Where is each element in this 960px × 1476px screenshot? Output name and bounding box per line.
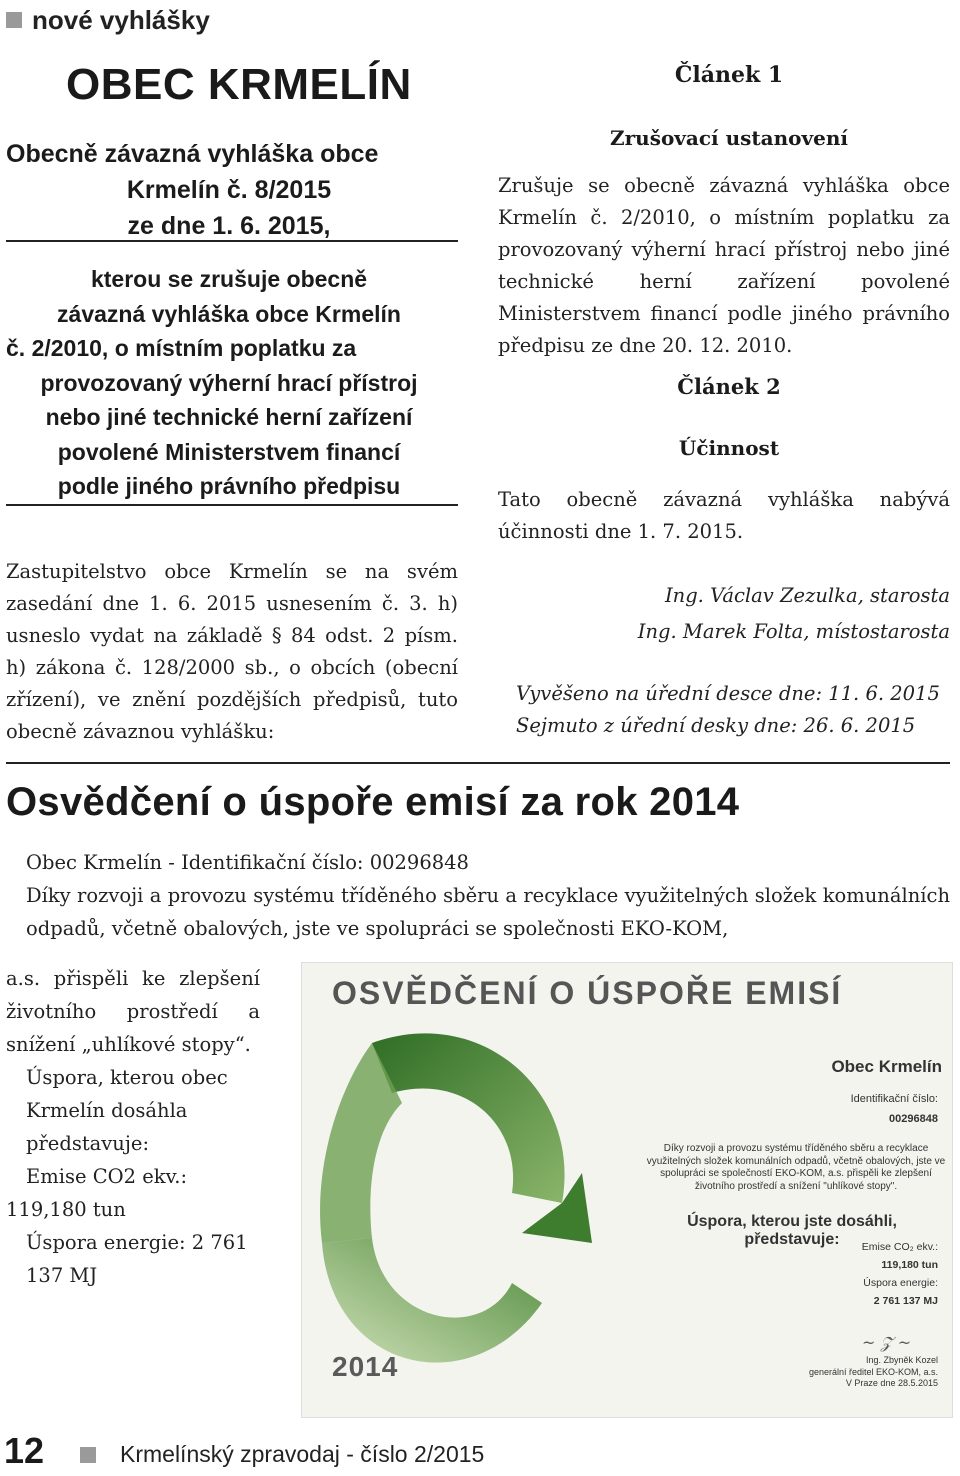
decree-title-line: Obecně závazná vyhláška obce <box>6 140 379 168</box>
certificate-image <box>301 962 953 1418</box>
savings-intro-text: Díky rozvoji a provozu systému tříděného sběru a recyklace využitelných složek komunálních odpadů, včetně obalových, jste ve spolupráci se společnosti EKO-KOM, <box>26 884 950 940</box>
footer-publication: Krmelínský zpravodaj - číslo 2/2015 <box>120 1441 485 1467</box>
savings-id-line: Obec Krmelín - Identifikační číslo: 00296848 <box>26 851 469 874</box>
footer-square-icon <box>80 1447 96 1463</box>
certificate-obec: Obec Krmelín <box>831 1057 942 1076</box>
certificate-emise-value: 119,180 tun <box>881 1259 938 1271</box>
certificate-id-label: Identifikační číslo: <box>850 1093 938 1105</box>
article-1-title: Článek 1 <box>674 62 784 88</box>
article-2-body: Tato obecně závazná vyhláška nabývá účinnosti dne 1. 7. 2015. <box>498 488 950 543</box>
decree-subject-line: závazná vyhláška obce Krmelín <box>57 300 401 327</box>
article-2-title: Článek 2 <box>677 374 781 399</box>
certificate-energy-label: Úspora energie: <box>863 1277 938 1289</box>
decree-subject-line: povolené Ministerstvem financí <box>57 438 401 465</box>
certificate-id-value: 00296848 <box>889 1113 938 1125</box>
article-1-body: Zrušuje se obecně závazná vyhláška obce Krmelín č. 2/2010, o místním poplatku za provozovaný výherní hrací přístroj nebo jiné technické herní zařízení povolené Ministerstvem financí podle jiného právního předpisu ze dne 20. 12. 2010. <box>498 174 950 357</box>
posted-date: Vyvěšeno na úřední desce dne: 11. 6. 2015 <box>516 682 940 705</box>
savings-emission-label: Emise CO2 ekv.: <box>26 1165 188 1188</box>
section-title: nové vyhlášky <box>32 4 210 35</box>
posting-dates <box>516 678 940 742</box>
section-header <box>6 0 210 40</box>
section-divider <box>6 762 950 764</box>
decree-title <box>0 136 458 244</box>
removed-date: Sejmuto z úřední desky dne: 26. 6. 2015 <box>516 714 916 737</box>
decree-subject-line: nebo jiné technické herní zařízení <box>45 404 413 430</box>
decree-subject-line: podle jiného právního předpisu <box>57 473 401 499</box>
decree-subject-line: č. 2/2010, o místním poplatku za <box>6 335 357 361</box>
certificate-signer-name: Ing. Zbyněk Kozel <box>865 1355 938 1365</box>
certificate-year: 2014 <box>332 1351 399 1382</box>
savings-continuation: a.s. přispěli ke zlepšení životního prostředí a snížení „uhlíkové stopy“. <box>6 967 260 1056</box>
certificate-signature-mark: ~ 𝒵 ~ <box>862 1333 912 1352</box>
decree-preamble: Zastupitelstvo obce Krmelín se na svém zasedání dne 1. 6. 2015 usnesením č. 3. h) usneslo vydat na základě § 84 odst. 2 písm. h) zákona č. 128/2000 sb., o obcích (obecní zřízení), ve znění pozdějších předpisů, tuto obecně závaznou vyhlášku: <box>6 560 458 743</box>
certificate-energy-value: 2 761 137 MJ <box>873 1295 938 1307</box>
savings-title: Osvědčení o úspoře emisí za rok 2014 <box>6 780 740 824</box>
decree-title-line: ze dne 1. 6. 2015, <box>127 212 331 240</box>
savings-saving-intro: Úspora, kterou obec Krmelín dosáhla představuje: <box>26 1066 228 1155</box>
decree-title-line: Krmelín č. 8/2015 <box>126 176 332 204</box>
subject-divider <box>6 504 458 506</box>
decree-subject <box>0 262 458 504</box>
savings-details <box>6 962 260 1292</box>
article-1-subtitle: Zrušovací ustanovení <box>610 126 848 150</box>
section-square-icon <box>6 12 22 28</box>
certificate-saving-head: Úspora, kterou jste dosáhli, představuje: <box>687 1213 897 1248</box>
certificate-emise-label: Emise CO₂ ekv.: <box>861 1241 938 1253</box>
decree-subject-line: provozovaný výherní hrací přístroj <box>40 369 418 396</box>
signature-mayor: Ing. Václav Zezulka, starosta <box>664 584 950 607</box>
signature-deputy-mayor: Ing. Marek Folta, místostarosta <box>637 620 950 643</box>
certificate-signer-role: generální ředitel EKO-KOM, a.s. <box>808 1366 938 1377</box>
certificate-title: OSVĚDČENÍ O ÚSPOŘE EMISÍ <box>332 975 843 1011</box>
title-divider <box>6 240 458 242</box>
savings-emission-value: 119,180 tun <box>6 1198 126 1221</box>
certificate-text: Díky rozvoji a provozu systému tříděného sběru a recyklace využitelných složek komunálních odpadů, včetně obalových, jste ve spolupráci se společností EKO-KOM, a.s. přispěli ke zlepšení životního prostředí a snížení "uhlíkové stopy". <box>646 1143 946 1192</box>
decree-main-title: OBEC KRMELÍN <box>66 60 412 109</box>
savings-energy-text: Úspora energie: 2 761 137 MJ <box>26 1231 248 1287</box>
page-number: 12 <box>4 1430 45 1471</box>
certificate-signer-date: V Praze dne 28.5.2015 <box>845 1378 938 1388</box>
decree-subject-line: kterou se zrušuje obecně <box>90 266 368 292</box>
savings-intro <box>6 846 950 945</box>
article-2-subtitle: Účinnost <box>678 436 780 460</box>
